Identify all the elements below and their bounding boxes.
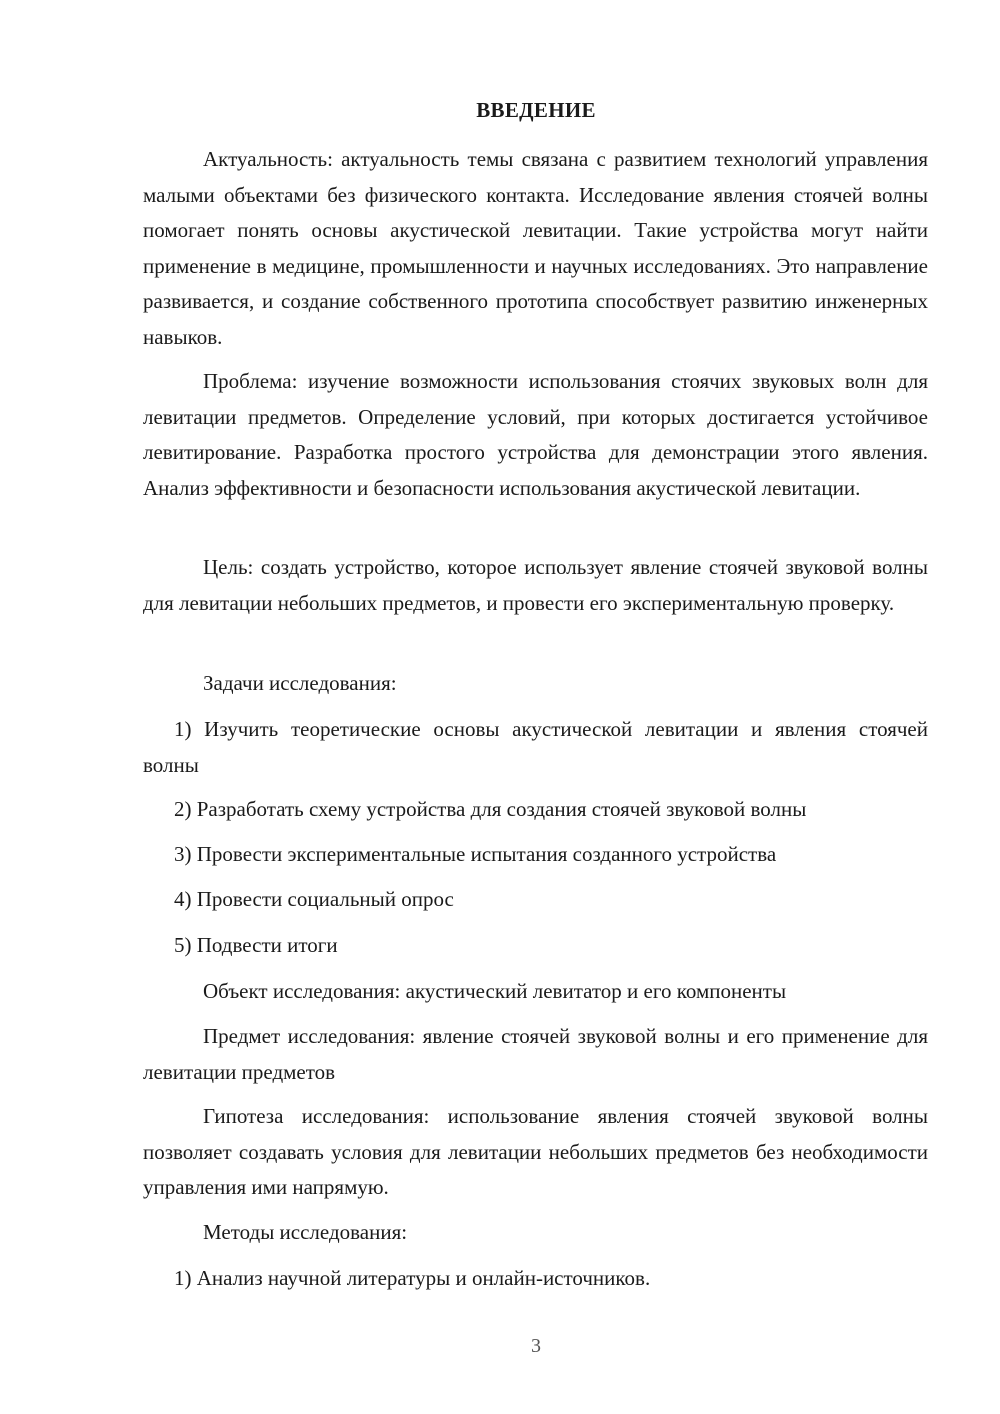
problem-paragraph: Проблема: изучение возможности использования стоячих звуковых волн для левитации предметов. Определение условий, при которых достигается устойчивое левитирование. Разработка простого устройства для демонстрации этого явления. Анализ эффективности и безопасности использования акустической левитации. (143, 369, 928, 500)
task-item: 4) Провести социальный опрос (174, 887, 454, 911)
hypothesis-block (143, 1099, 928, 1206)
relevance-block (143, 142, 928, 355)
problem-block (143, 364, 928, 506)
subject-paragraph: Предмет исследования: явление стоячей звуковой волны и его применение для левитации предметов (143, 1024, 928, 1084)
goal-block (143, 550, 928, 621)
object-paragraph: Объект исследования: акустический левитатор и его компоненты (203, 979, 787, 1003)
method-item-1-block (143, 1261, 928, 1297)
task-item: 5) Подвести итоги (174, 933, 338, 957)
task-item-4-block (143, 882, 928, 918)
method-item: 1) Анализ научной литературы и онлайн-источников. (174, 1266, 651, 1290)
section-title: ВВЕДЕНИЕ (476, 98, 596, 122)
task-item-1-block (143, 712, 928, 783)
hypothesis-paragraph: Гипотеза исследования: использование явления стоячей звуковой волны позволяет создавать условия для левитации небольших предметов без необходимости управления ими напрямую. (143, 1104, 928, 1199)
tasks-heading-block (143, 666, 928, 702)
task-item: 3) Провести экспериментальные испытания созданного устройства (174, 842, 777, 866)
methods-heading: Методы исследования: (203, 1220, 408, 1244)
page-number: 3 (531, 1335, 541, 1357)
methods-heading-block (143, 1215, 928, 1251)
goal-paragraph: Цель: создать устройство, которое использует явление стоячей звуковой волны для левитации небольших предметов, и провести его экспериментальную проверку. (143, 555, 928, 615)
subject-block (143, 1019, 928, 1090)
relevance-paragraph: Актуальность: актуальность темы связана с развитием технологий управления малыми объектами без физического контакта. Исследование явления стоячей волны помогает понять основы акустической левитации. Такие устройства могут найти применение в медицине, промышленности и научных исследованиях. Это направление развивается, и создание собственного прототипа способствует развитию инженерных навыков. (143, 147, 928, 349)
task-item-3-block (143, 837, 928, 873)
task-item-5-block (143, 928, 928, 964)
object-block (143, 974, 928, 1010)
tasks-heading: Задачи исследования: (203, 671, 397, 695)
task-item-2-block (143, 792, 928, 828)
task-item: 2) Разработать схему устройства для создания стоячей звуковой волны (174, 797, 807, 821)
task-item: 1) Изучить теоретические основы акустической левитации и явления стоячей волны (143, 717, 928, 777)
